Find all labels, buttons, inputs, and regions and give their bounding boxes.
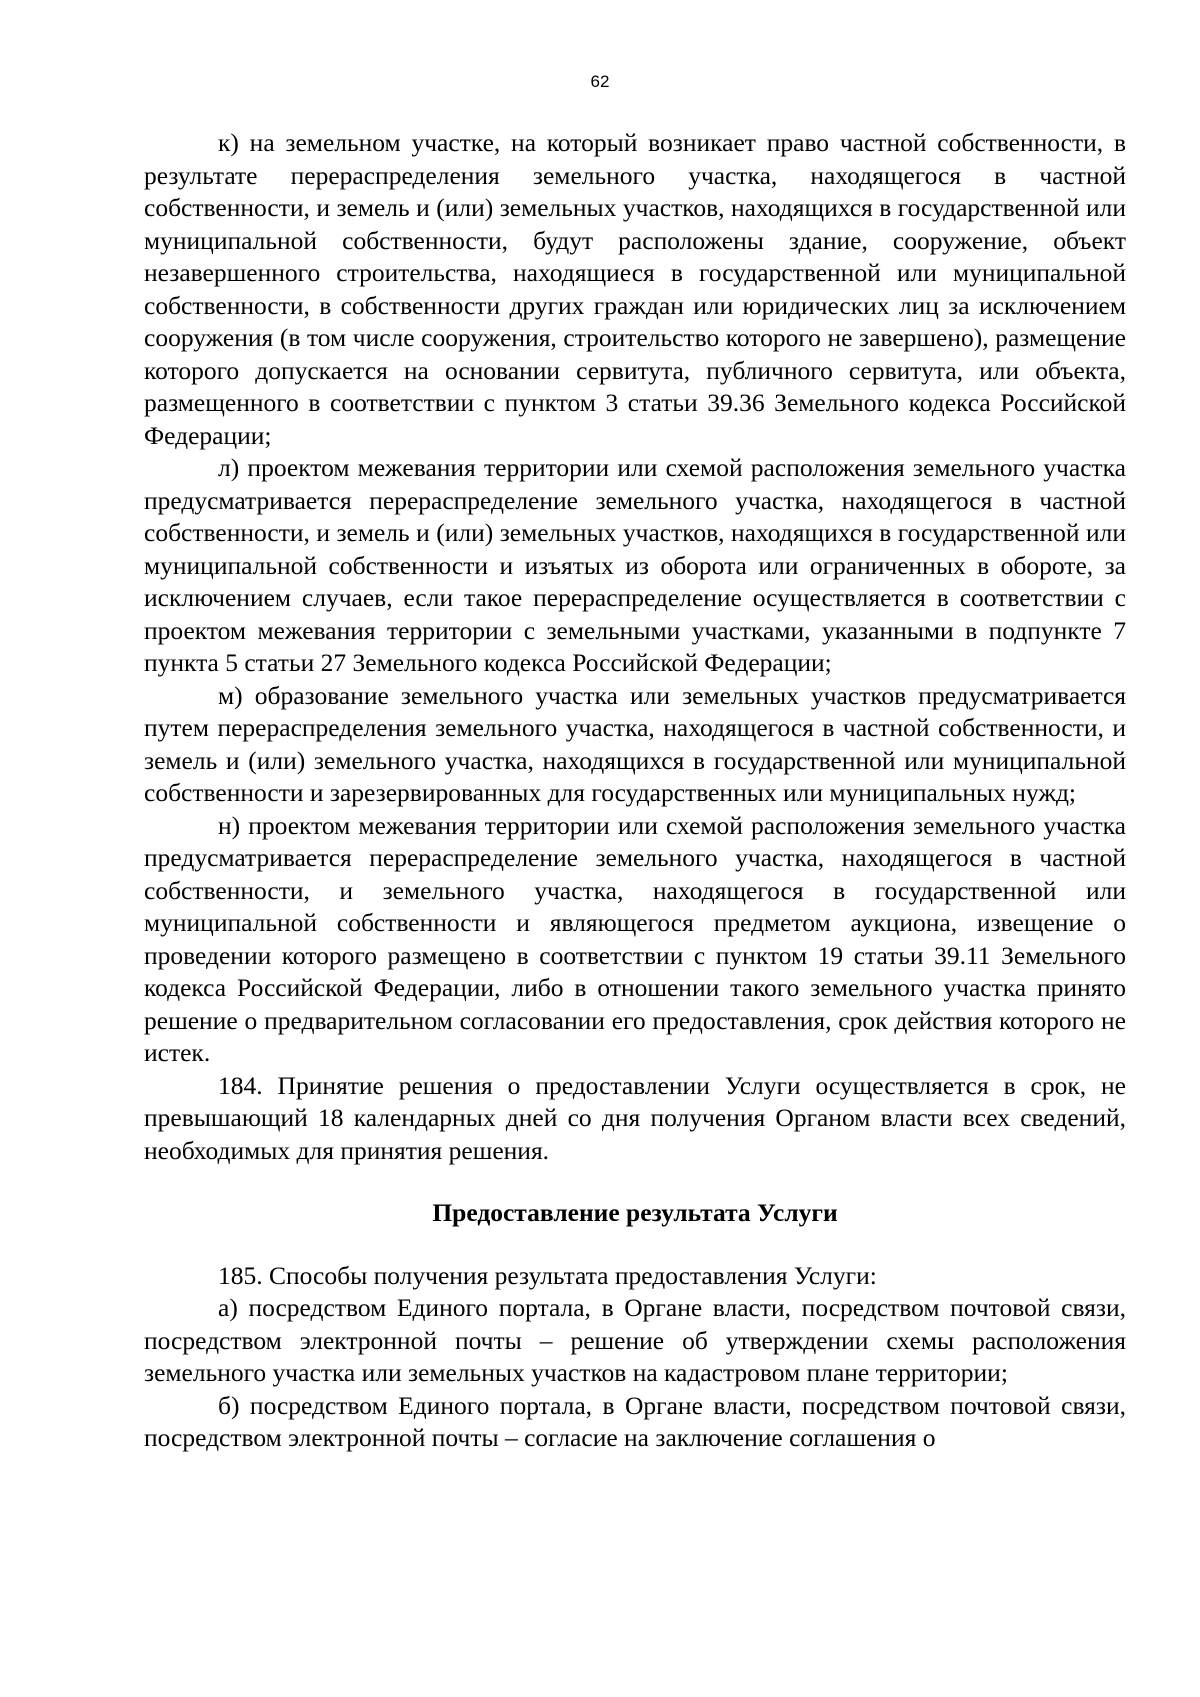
paragraph-item-m: м) образование земельного участка или земельных участков предусматривается путем перераспределения земельного участка, находящегося в частной собственности, и земель и (или) земельного участка, находящихся в государственной или муниципальной собственности и зарезервированных для государственных или муниципальных нужд;: [144, 680, 1126, 807]
page-number: 62: [590, 72, 610, 91]
document-body: [144, 127, 1126, 1455]
paragraph-item-n: н) проектом межевания территории или схемой расположения земельного участка предусматривается перераспределение земельного участка, находящегося в частной собственности, и земельного участка, находящегося в государственной или муниципальной собственности и являющегося предметом аукциона, извещение о проведении которого размещено в соответствии с пунктом 19 статьи 39.11 Земельного кодекса Российской Федерации, либо в отношении такого земельного участка принято решение о предварительном согласовании его предоставления, срок действия которого не истек.: [144, 810, 1126, 1067]
paragraph-item-k: к) на земельном участке, на который возникает право частной собственности, в результате перераспределения земельного участка, находящегося в частной собственности, и земель и (или) земельных участков, находящихся в государственной или муниципальной собственности, будут расположены здание, сооружение, объект незавершенного строительства, находящиеся в государственной или муниципальной собственности, в собственности других граждан или юридических лиц за исключением сооружения (в том числе сооружения, строительство которого не завершено), размещение которого допускается на основании сервитута, публичного сервитута, или объекта, размещенного в соответствии с пунктом 3 статьи 39.36 Земельного кодекса Российской Федерации;: [144, 128, 1126, 450]
paragraph-item-b: б) посредством Единого портала, в Органе власти, посредством почтовой связи, посредством электронной почты – согласие на заключение соглашения о: [144, 1390, 1126, 1452]
paragraph-item-l: л) проектом межевания территории или схемой расположения земельного участка предусматривается перераспределение земельного участка, находящегося в частной собственности, и земель и (или) земельных участков, находящихся в государственной или муниципальной собственности и изъятых из оборота или ограниченных в обороте, за исключением случаев, если такое перераспределение осуществляется в соответствии с проектом межевания территории с земельными участками, указанными в подпункте 7 пункта 5 статьи 27 Земельного кодекса Российской Федерации;: [144, 453, 1126, 677]
paragraph-item-a: а) посредством Единого портала, в Органе власти, посредством почтовой связи, посредством электронной почты – решение об утверждении схемы расположения земельного участка или земельных участков на кадастровом плане территории;: [144, 1293, 1126, 1387]
paragraph-185: 185. Способы получения результата предоставления Услуги:: [218, 1260, 877, 1290]
paragraph-184: 184. Принятие решения о предоставлении Услуги осуществляется в срок, не превышающий 18 календарных дней со дня получения Органом власти всех сведений, необходимых для принятия решения.: [144, 1070, 1126, 1165]
section-heading: Предоставление результата Услуги: [432, 1198, 838, 1227]
